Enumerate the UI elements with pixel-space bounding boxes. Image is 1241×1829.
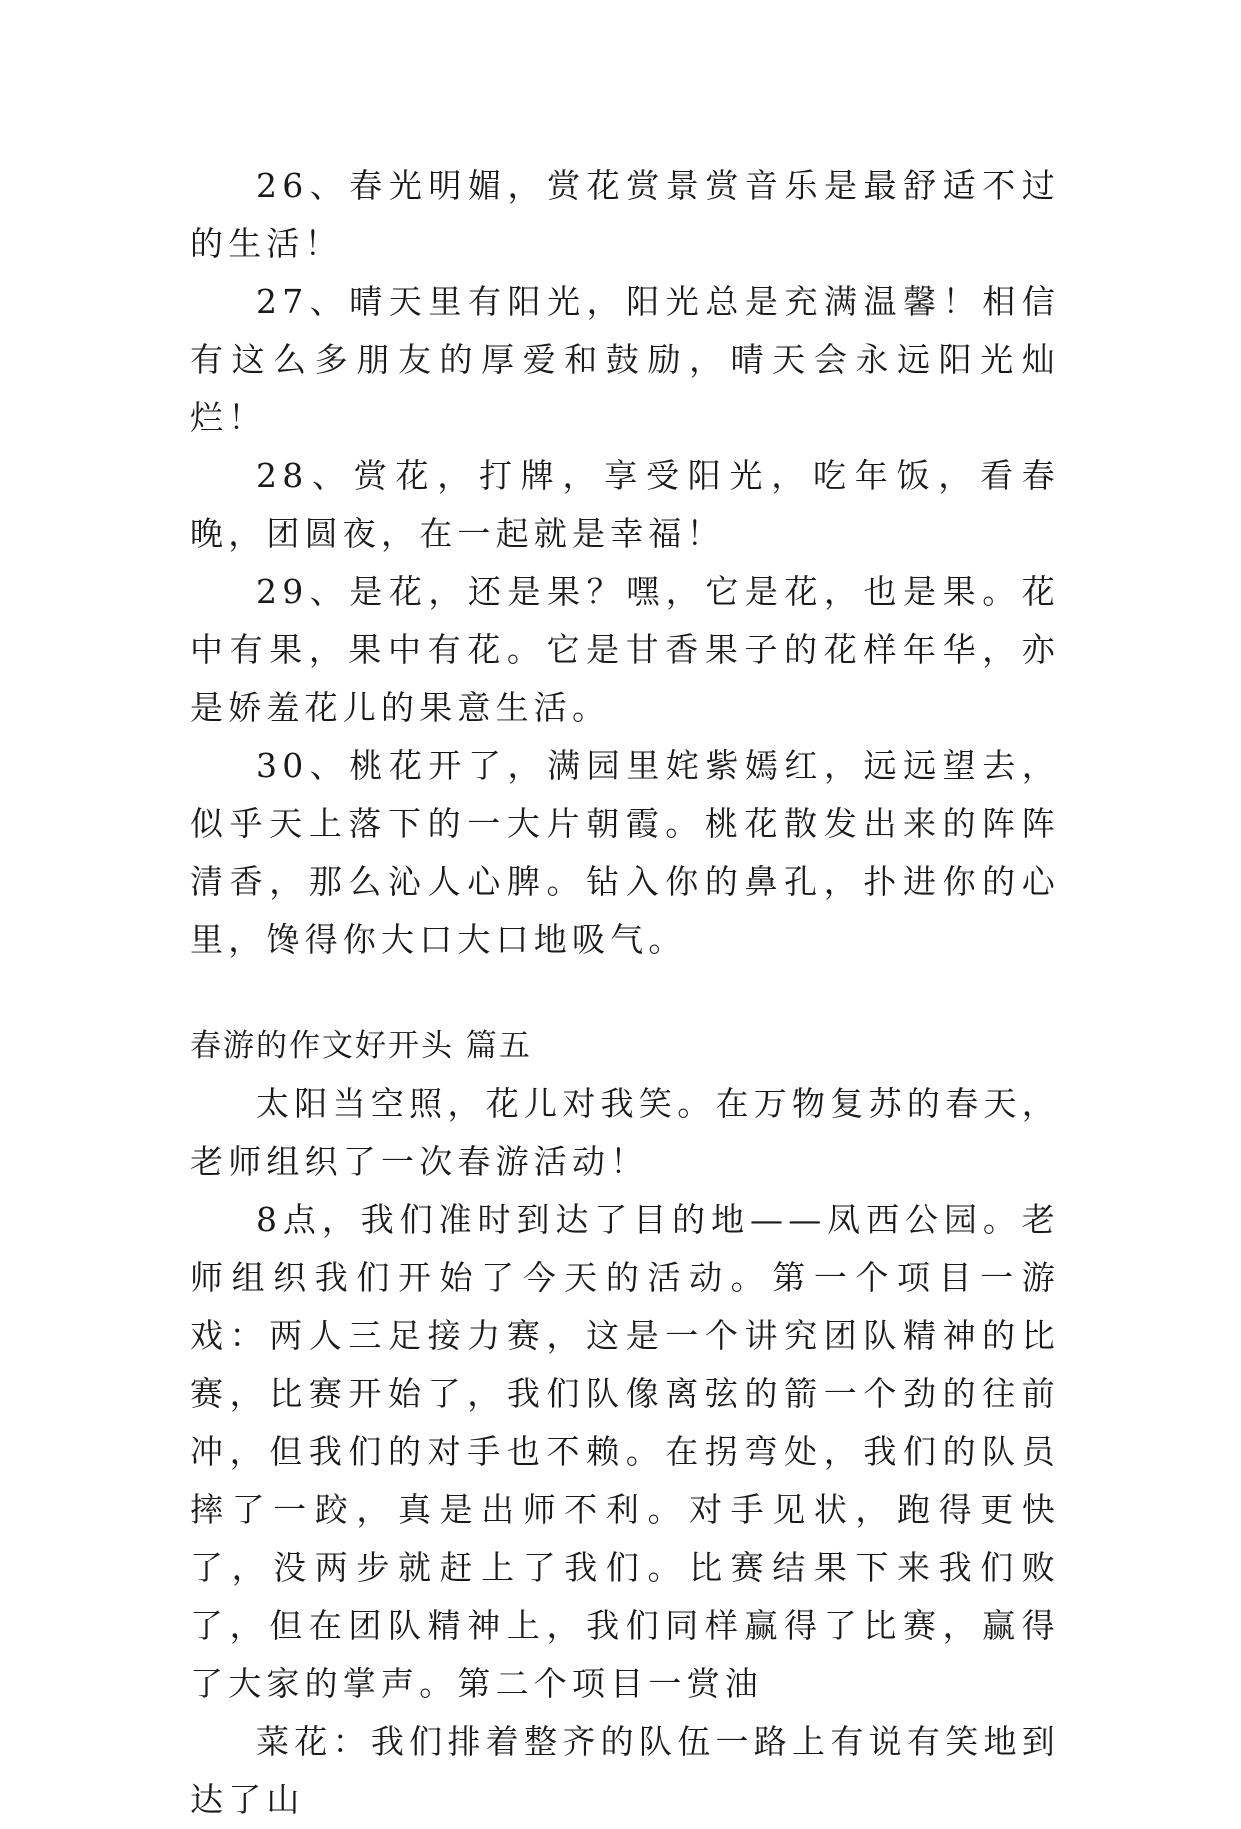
paragraph-26: 26、春光明媚，赏花赏景赏音乐是最舒适不过的生活！	[190, 166, 1060, 263]
paragraph-29: 29、是花，还是果？嘿，它是花，也是果。花中有果，果中有花。它是甘香果子的花样年华，亦是娇羞花儿的果意生活。	[190, 572, 1060, 727]
paragraph-intro: 太阳当空照，花儿对我笑。在万物复苏的春天，老师组织了一次春游活动！	[190, 1084, 1060, 1181]
paragraph-30: 30、桃花开了，满园里姹紫嫣红，远远望去，似乎天上落下的一大片朝霞。桃花散发出来的阵阵清香，那么沁人心脾。钻入你的鼻孔，扑进你的心里，馋得你大口大口地吸气。	[190, 746, 1060, 959]
document-body	[190, 157, 1060, 1829]
section-spacer	[190, 969, 1060, 1017]
paragraph-28: 28、赏花，打牌，享受阳光，吃年饭，看春晚，团圆夜，在一起就是幸福！	[190, 456, 1060, 553]
section-heading: 春游的作文好开头 篇五	[190, 1028, 532, 1064]
paragraph-activities: 8点，我们准时到达了目的地——凤西公园。老师组织我们开始了今天的活动。第一个项目一游戏：两人三足接力赛，这是一个讲究团队精神的比赛，比赛开始了，我们队像离弦的箭一个劲的往前冲，但我们的对手也不赖。在拐弯处，我们的队员摔了一跤，真是出师不利。对手见状，跑得更快了，没两步就赶上了我们。比赛结果下来我们败了，但在团队精神上，我们同样赢得了比赛，赢得了大家的掌声。第二个项目一赏油	[190, 1200, 1060, 1703]
paragraph-27: 27、晴天里有阳光，阳光总是充满温馨！相信有这么多朋友的厚爱和鼓励，晴天会永远阳光灿烂！	[190, 282, 1060, 437]
paragraph-continued: 菜花：我们排着整齐的队伍一路上有说有笑地到达了山	[190, 1722, 1060, 1819]
